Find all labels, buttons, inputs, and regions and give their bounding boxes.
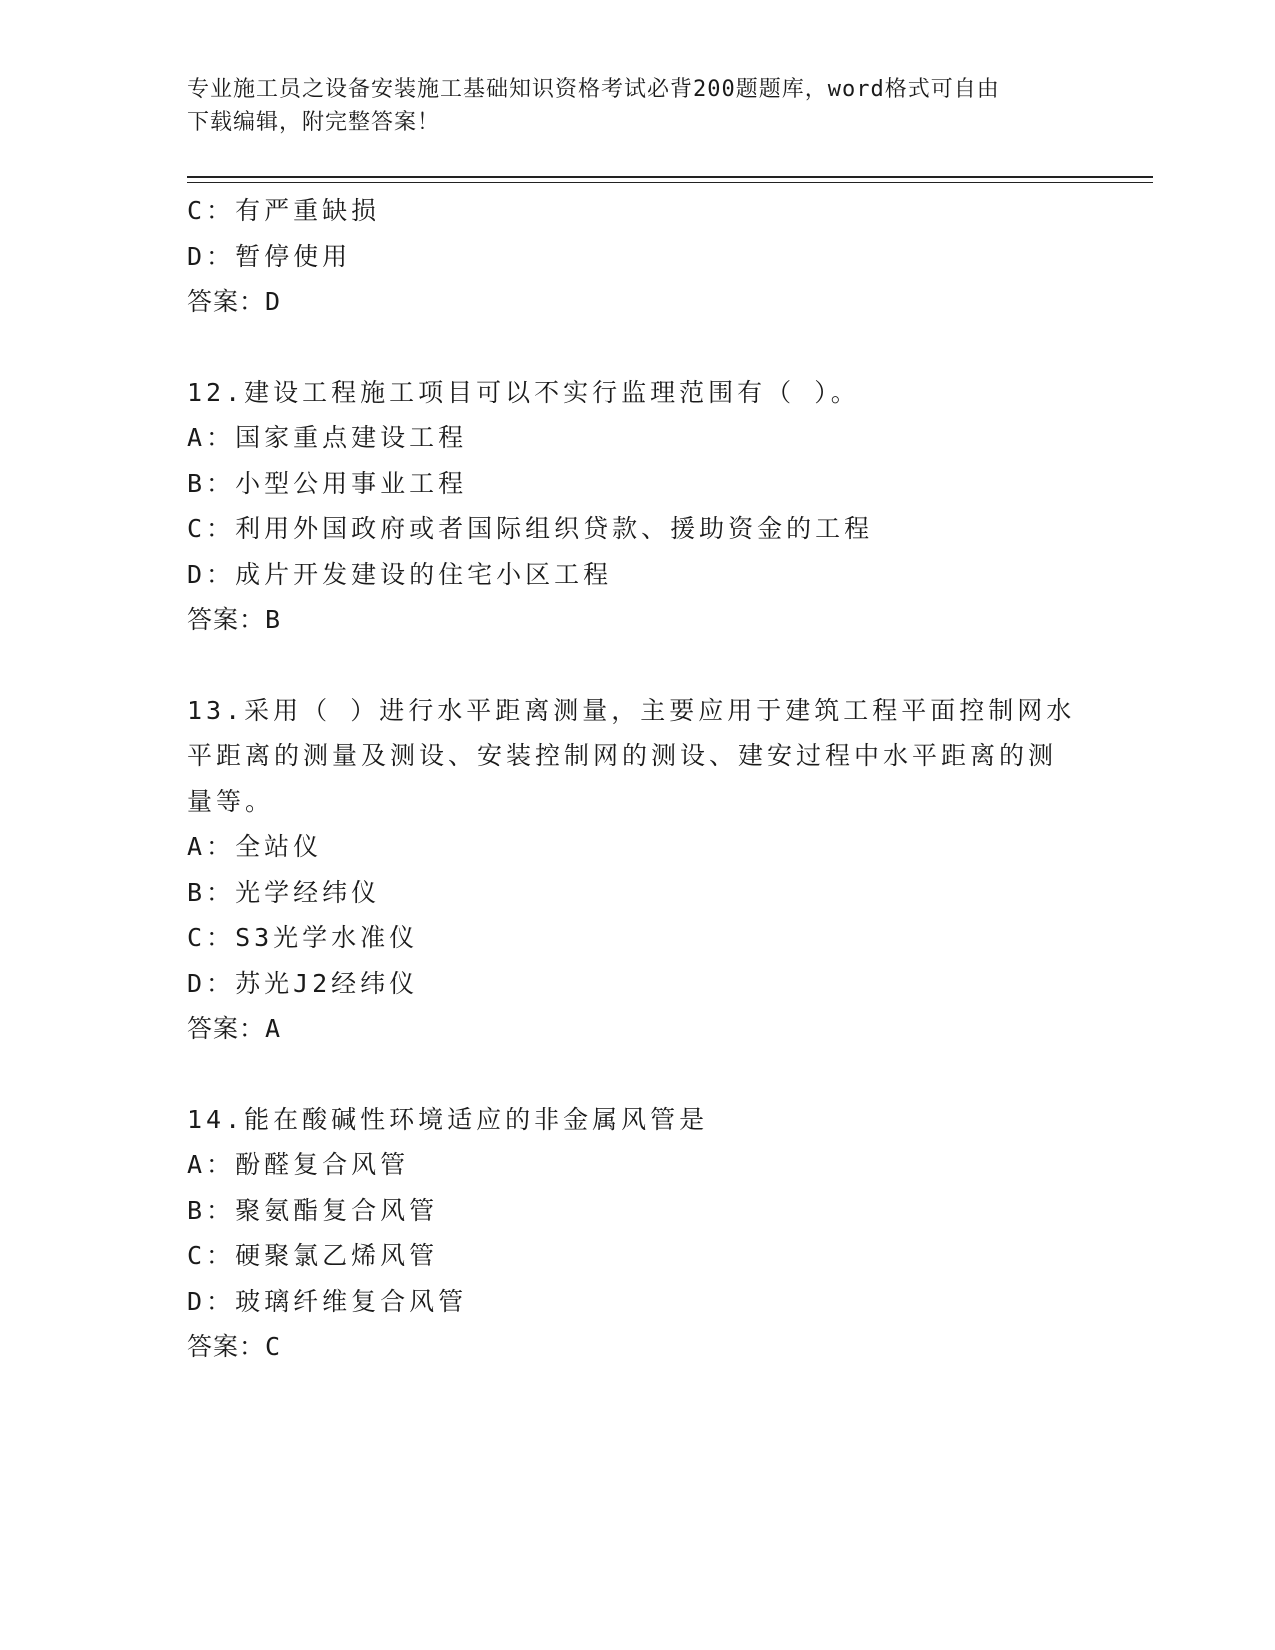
option-c: C：利用外国政府或者国际组织贷款、援助资金的工程 [187, 514, 874, 543]
spacer [187, 1052, 1087, 1097]
document-header [187, 73, 1067, 139]
option-a: A：国家重点建设工程 [187, 423, 468, 452]
question-12 [187, 370, 1087, 643]
option-a: A：全站仪 [187, 832, 323, 861]
answer-line: 答案：A [187, 1014, 282, 1043]
option-d: D：苏光J2经纬仪 [187, 968, 419, 998]
header-rule-thick [187, 176, 1153, 178]
document-body [187, 188, 1087, 1370]
question-stem-line-2: 平距离的测量及测设、安装控制网的测设、建安过程中水平距离的测 [187, 741, 1058, 770]
option-d: D：成片开发建设的住宅小区工程 [187, 559, 613, 589]
question-stem: 14.能在酸碱性环境适应的非金属风管是 [187, 1104, 709, 1134]
question-stem-line-3: 量等。 [187, 786, 275, 816]
option-d: D：暂停使用 [187, 241, 352, 271]
option-a: A：酚醛复合风管 [187, 1150, 410, 1179]
option-c: C：有严重缺损 [187, 196, 381, 225]
header-line-1: 专业施工员之设备安装施工基础知识资格考试必背200题题库，word格式可自由 [187, 77, 1000, 102]
option-b: B：聚氨酯复合风管 [187, 1195, 439, 1225]
header-line-2: 下载编辑，附完整答案！ [187, 110, 441, 135]
question-stem: 12.建设工程施工项目可以不实行监理范围有（ ）。 [187, 377, 860, 407]
question-stem-line-1: 13.采用（ ）进行水平距离测量，主要应用于建筑工程平面控制网水 [187, 695, 1076, 725]
answer-line: 答案：B [187, 605, 282, 634]
answer-line: 答案：C [187, 1332, 282, 1361]
option-c: C：硬聚氯乙烯风管 [187, 1241, 439, 1270]
header-rule-thin [187, 182, 1153, 183]
option-c: C：S3光学水准仪 [187, 923, 419, 952]
spacer [187, 325, 1087, 370]
answer-line: 答案：D [187, 287, 282, 316]
question-11-tail [187, 188, 1087, 325]
question-14 [187, 1097, 1087, 1370]
option-b: B：光学经纬仪 [187, 877, 381, 907]
option-d: D：玻璃纤维复合风管 [187, 1286, 468, 1316]
spacer [187, 643, 1087, 688]
question-13 [187, 688, 1087, 1052]
option-b: B：小型公用事业工程 [187, 468, 468, 498]
